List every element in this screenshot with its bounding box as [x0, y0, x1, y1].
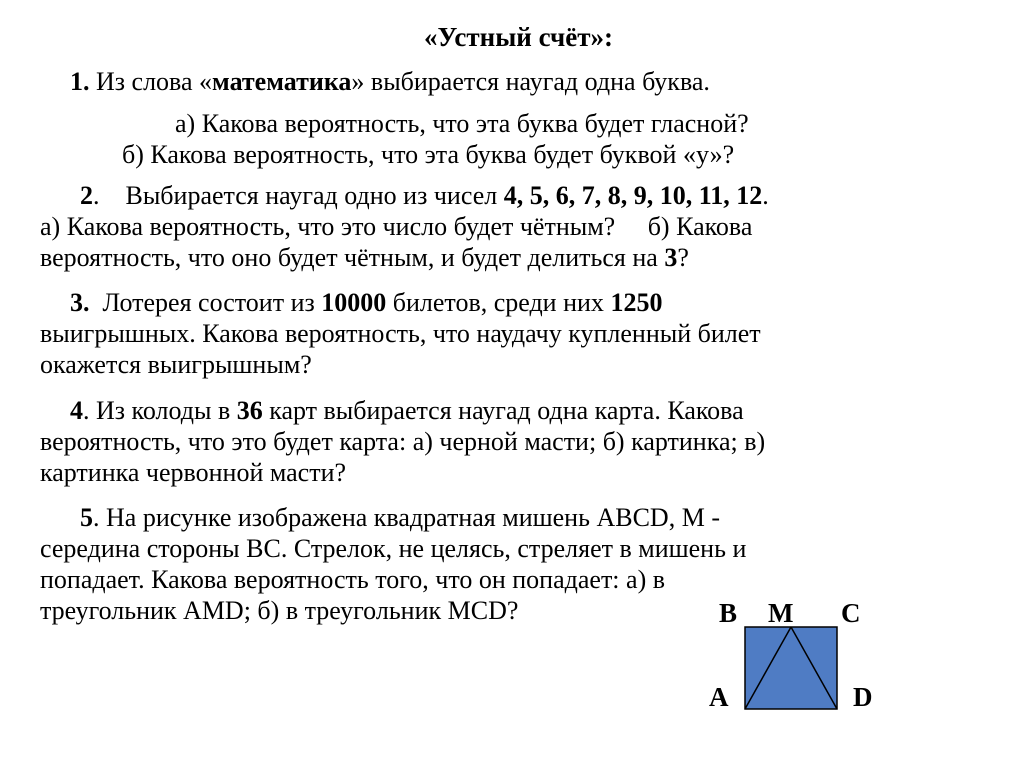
question-1	[40, 66, 1000, 170]
question-4-text-b: карт выбирается наугад одна карта. Какова	[262, 396, 744, 425]
vertex-label-m: M	[768, 598, 794, 628]
question-2-line-3-text: вероятность, что оно будет чётным, и будет делиться на	[40, 243, 665, 272]
question-1-text-a: Из слова «	[89, 67, 213, 96]
question-5-line-4: треугольник AMD; б) в треугольник MCD?	[40, 596, 519, 625]
question-3-text-b: билетов, среди них	[386, 288, 611, 317]
question-4-line-1	[40, 395, 1000, 426]
question-2-line-2: а) Какова вероятность, что это число будет чётным? б) Какова	[40, 212, 753, 241]
question-2-line-3	[40, 242, 1000, 273]
question-5-line-2: середина стороны BC. Стрелок, не целясь, стреляет в мишень и	[40, 534, 747, 563]
question-1-part-b: б) Какова вероятность, что эта буква будет буквой «у»?	[122, 140, 735, 169]
vertex-label-a: A	[709, 682, 729, 712]
question-4	[40, 395, 1000, 488]
question-3-number: 3.	[70, 288, 90, 317]
vertex-label-b: B	[719, 598, 738, 628]
question-4-line-3: картинка червонной масти?	[40, 458, 347, 487]
slide-title: «Устный счёт»:	[424, 22, 613, 52]
question-4-line-2: вероятность, что это будет карта: а) черной масти; б) картинка; в)	[40, 427, 766, 456]
question-3-line-2: выигрышных. Какова вероятность, что наудачу купленный билет	[40, 319, 761, 348]
target-square-figure	[744, 626, 838, 710]
question-3-line-3: окажется выигрышным?	[40, 350, 312, 379]
vertex-label-d: D	[853, 682, 873, 712]
question-3	[40, 287, 1000, 380]
question-1-intro	[40, 66, 1000, 97]
vertex-label-c: C	[841, 598, 861, 628]
question-2-numbers: 4, 5, 6, 7, 8, 9, 10, 11, 12	[503, 181, 763, 210]
question-1-number: 1.	[70, 67, 90, 96]
question-5-text: . На рисунке изображена квадратная мишень ABCD, M -	[93, 503, 720, 532]
question-3-tickets: 10000	[321, 288, 387, 317]
question-2-divisor: 3	[664, 243, 678, 272]
question-2-period: .	[762, 181, 769, 210]
question-2-line-1	[40, 180, 1000, 211]
question-2	[40, 180, 1000, 273]
question-2-number: 2	[80, 181, 93, 210]
question-2-text: . Выбирается наугад одно из чисел	[93, 181, 504, 210]
question-5-number: 5	[80, 503, 93, 532]
question-3-winning: 1250	[610, 288, 663, 317]
question-5-line-3: попадает. Какова вероятность того, что он попадает: а) в	[40, 565, 666, 594]
question-2-qmark: ?	[677, 243, 689, 272]
question-4-number: 4	[70, 396, 83, 425]
question-4-text-a: . Из колоды в	[83, 396, 237, 425]
question-1-part-a: а) Какова вероятность, что эта буква будет гласной?	[175, 109, 749, 138]
question-1-word: математика	[212, 67, 352, 96]
question-4-cards: 36	[236, 396, 263, 425]
question-1-text-b: » выбирается наугад одна буква.	[351, 67, 710, 96]
question-3-text-a: Лотерея состоит из	[89, 288, 322, 317]
target-square	[745, 627, 837, 709]
question-5-line-1	[40, 502, 1000, 533]
question-3-line-1	[40, 287, 1000, 318]
